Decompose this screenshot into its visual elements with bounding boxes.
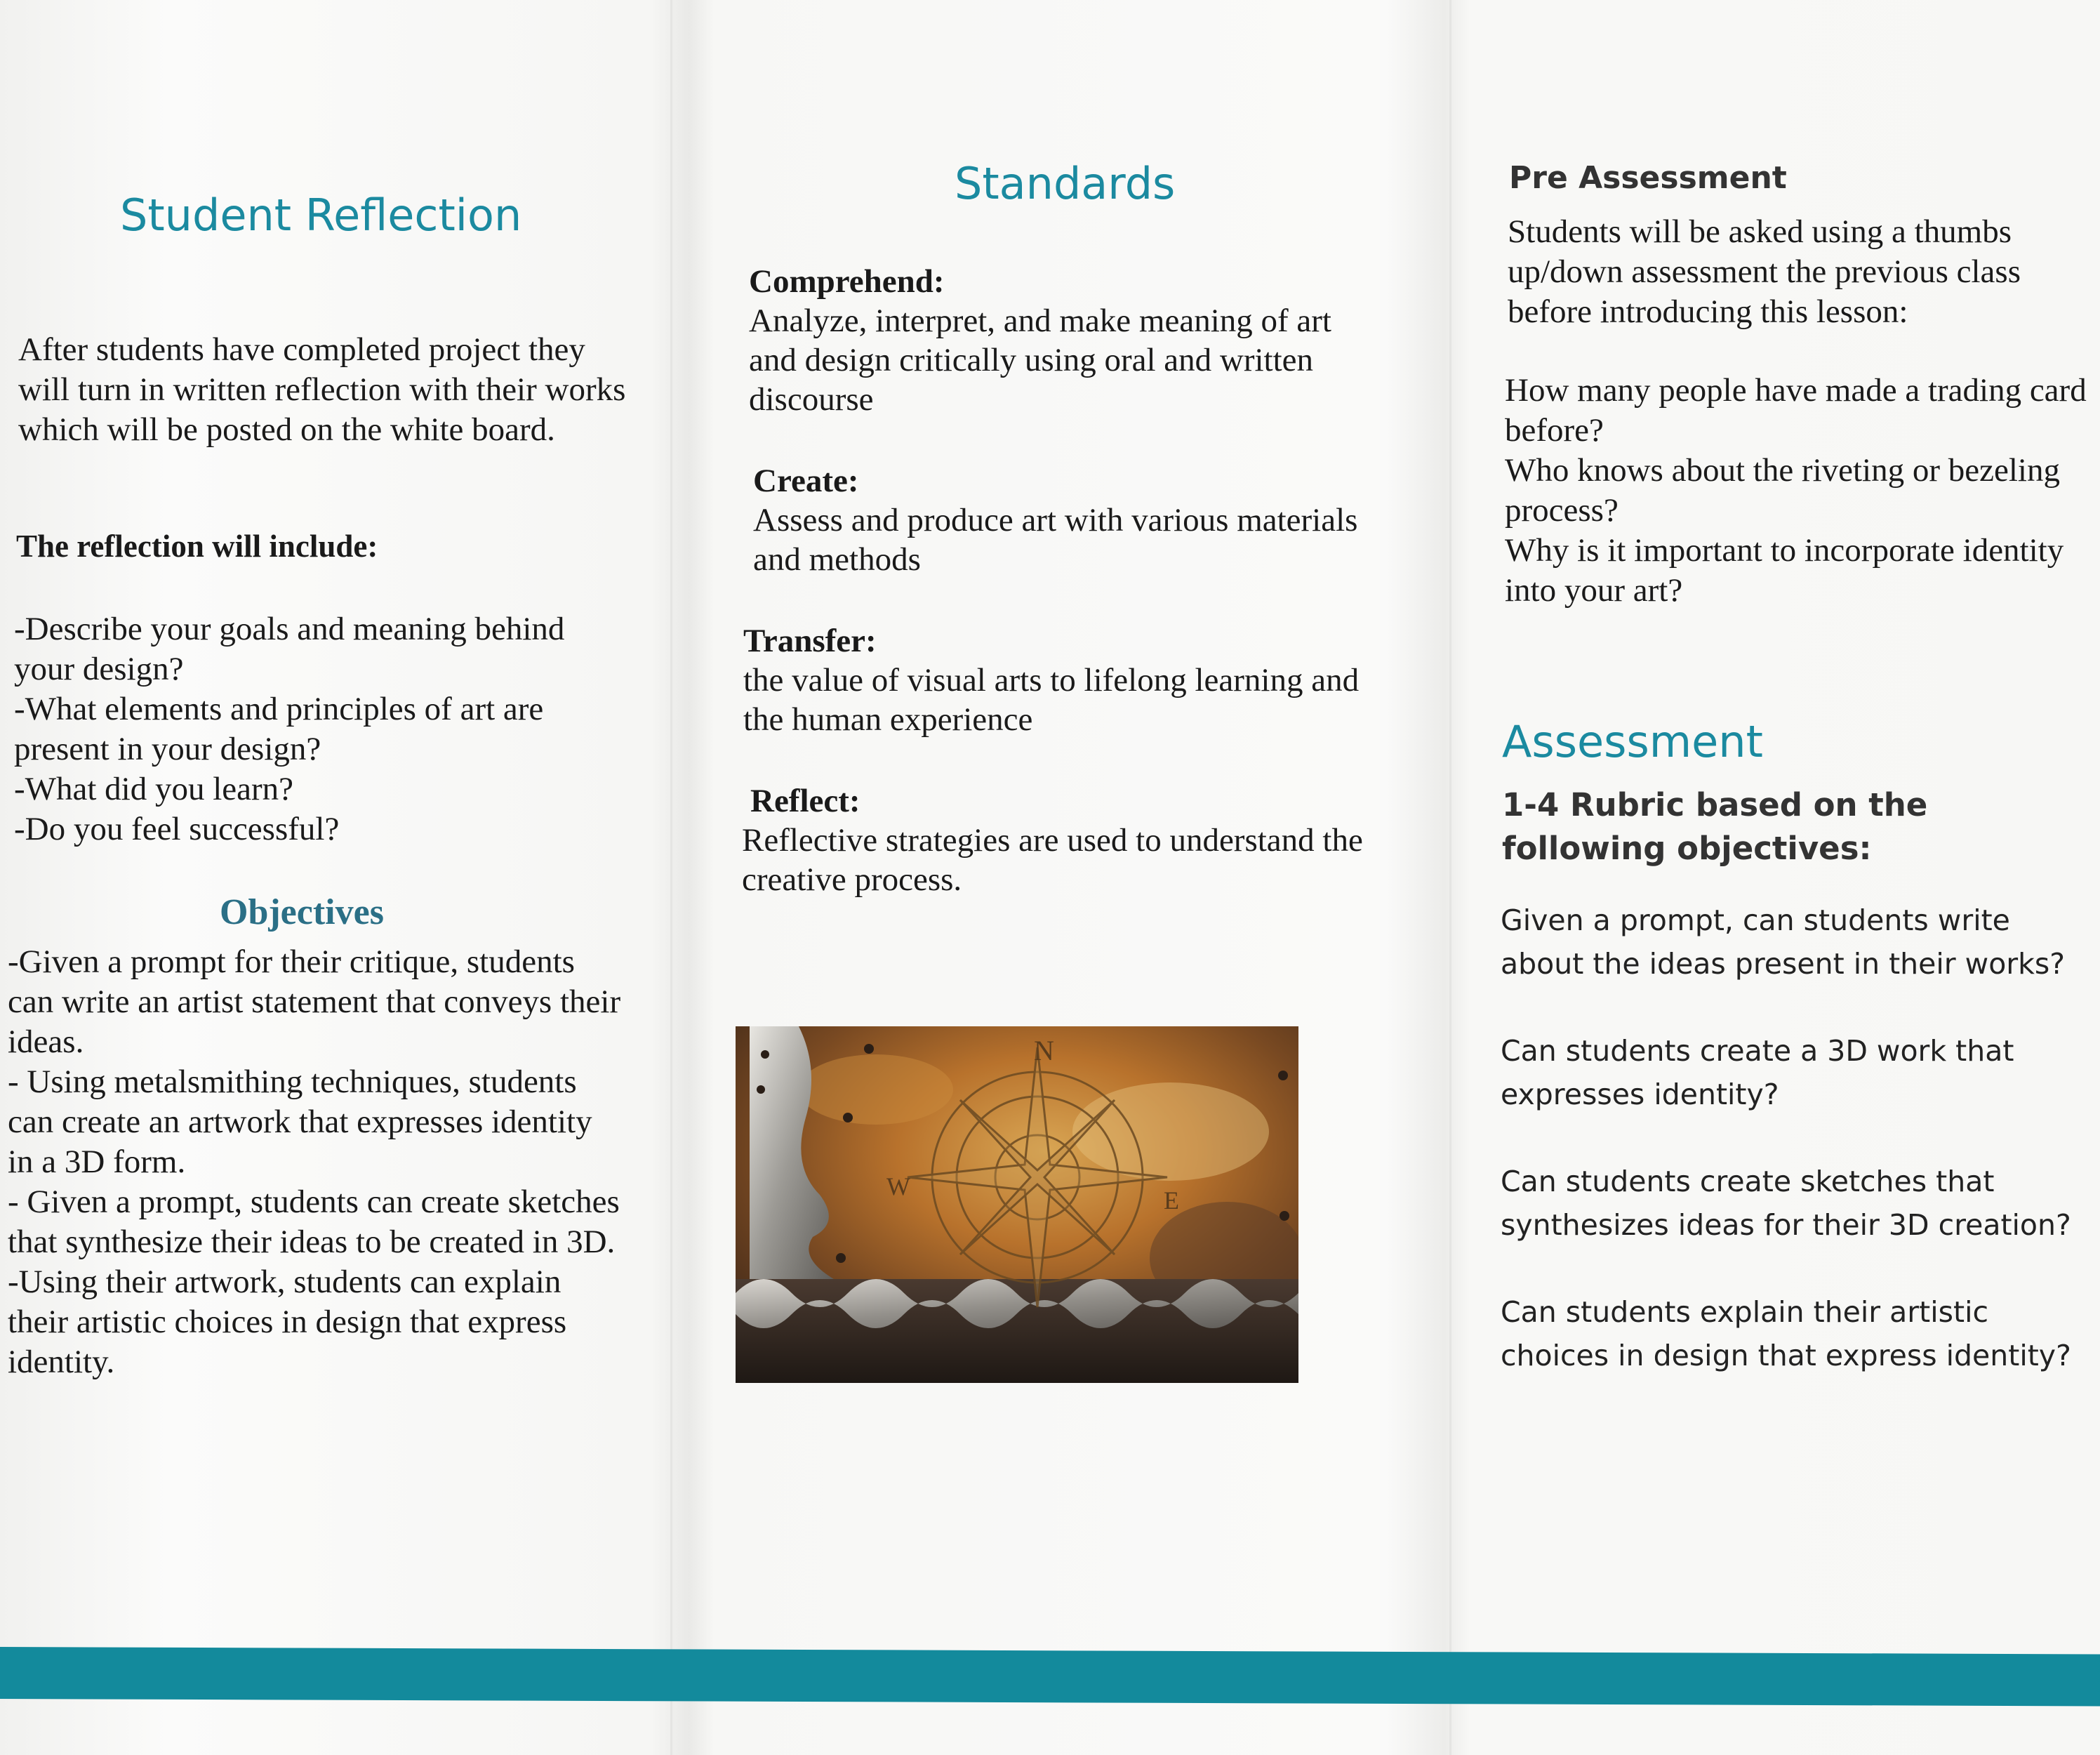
objective-item: -Given a prompt for their critique, students can write an artist statement that conveys their ideas.	[8, 943, 621, 1060]
standard-transfer	[743, 621, 1375, 739]
rubric-list	[1501, 899, 2097, 1377]
standard-text: Reflective strategies are used to understand the creative process.	[742, 822, 1363, 898]
standard-label: Reflect:	[750, 783, 860, 819]
standards-heading: Standards	[955, 158, 1176, 209]
rubric-item: Can students create a 3D work that expresses identity?	[1501, 1034, 2014, 1111]
objectives-heading: Objectives	[220, 892, 384, 932]
reflection-include-label: The reflection will include:	[16, 529, 378, 564]
reflection-questions	[14, 609, 632, 849]
standard-label: Transfer:	[743, 623, 877, 659]
reflection-intro: After students have completed project they will turn in written reflection with their works which will be posted on the white board.	[18, 331, 626, 448]
reflection-question: -Do you feel successful?	[14, 811, 340, 847]
metal-artwork-photo	[736, 1026, 1298, 1383]
compass-letter-n: N	[1034, 1035, 1054, 1066]
fold-line-left	[670, 0, 672, 1755]
objective-item: - Using metalsmithing techniques, students can create an artwork that expresses identity in a 3D form.	[8, 1064, 592, 1180]
assessment-heading: Assessment	[1502, 716, 1763, 767]
standard-comprehend	[749, 262, 1381, 419]
standard-label: Create:	[753, 463, 859, 499]
objective-item: -Using their artwork, students can explain their artistic choices in design that express identity.	[8, 1264, 567, 1380]
reflection-question: -Describe your goals and meaning behind your design?	[14, 611, 565, 687]
pre-assessment-intro: Students will be asked using a thumbs up/down assessment the previous class before introducing this lesson:	[1508, 213, 2021, 330]
compass-letter-w: W	[886, 1172, 910, 1200]
rubric-item: Can students explain their artistic choices in design that express identity?	[1501, 1295, 2071, 1372]
fold-line-right	[1449, 0, 1451, 1755]
standard-text: Analyze, interpret, and make meaning of art and design critically using oral and written discourse	[749, 303, 1331, 418]
standard-create	[753, 461, 1371, 579]
compass-letter-e: E	[1164, 1186, 1179, 1214]
rubric-item: Given a prompt, can students write about the ideas present in their works?	[1501, 903, 2066, 981]
rubric-heading: 1-4 Rubric based on the following objectives:	[1502, 786, 1928, 867]
standard-reflect	[742, 781, 1374, 899]
objectives-list	[8, 942, 625, 1382]
student-reflection-heading: Student Reflection	[120, 190, 522, 241]
objective-item: - Given a prompt, students can create sketches that synthesize their ideas to be created in 3D.	[8, 1184, 620, 1260]
reflection-question: -What did you learn?	[14, 771, 294, 807]
standard-text: Assess and produce art with various materials and methods	[753, 502, 1358, 578]
standard-text: the value of visual arts to lifelong learning and the human experience	[743, 662, 1360, 738]
footer-accent-bar	[0, 1647, 2100, 1706]
pre-assessment-question: How many people have made a trading card before?	[1505, 372, 2087, 449]
pre-assessment-question: Why is it important to incorporate identity into your art?	[1505, 532, 2064, 609]
pre-assessment-heading: Pre Assessment	[1509, 160, 1787, 196]
rubric-item: Can students create sketches that synthesizes ideas for their 3D creation?	[1501, 1165, 2071, 1242]
pre-assessment-questions	[1505, 371, 2100, 611]
reflection-question: -What elements and principles of art are present in your design?	[14, 691, 544, 767]
pre-assessment-question: Who knows about the riveting or bezeling process?	[1505, 452, 2060, 529]
standard-label: Comprehend:	[749, 263, 945, 300]
